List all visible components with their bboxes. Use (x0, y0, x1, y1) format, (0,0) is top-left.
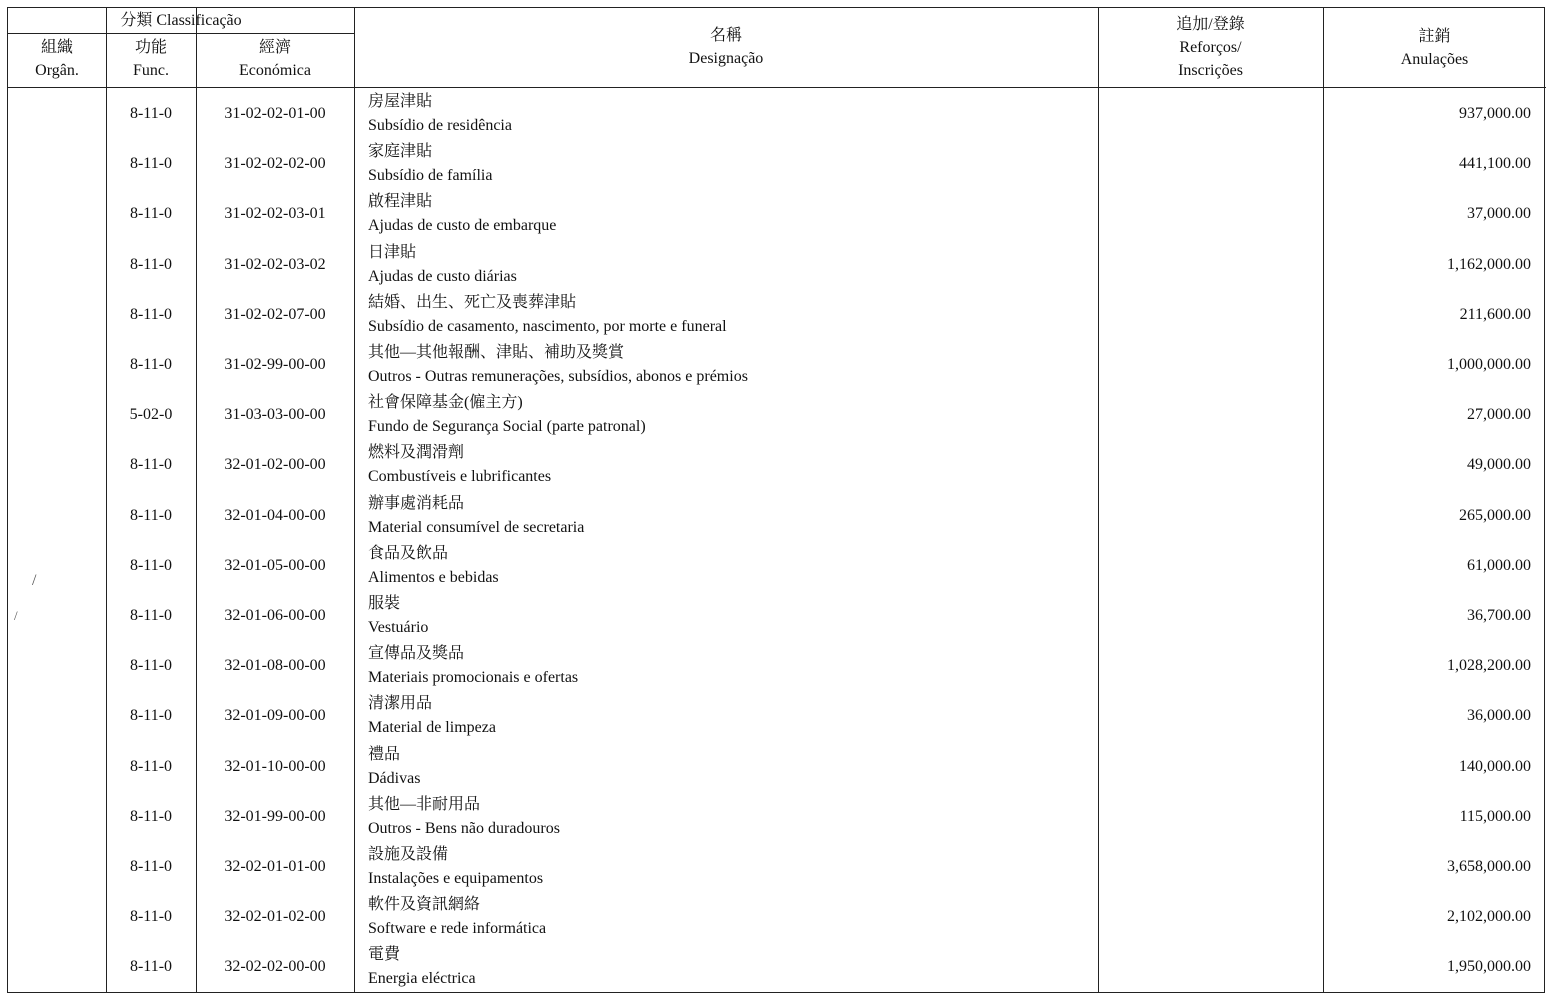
func-code: 8-11-0 (129, 155, 173, 173)
table-row (8, 743, 1546, 793)
econ-code: 31-02-02-01-00 (224, 105, 326, 122)
anulacoes-value: 115,000.00 (1459, 807, 1531, 825)
table-row (8, 391, 1546, 441)
budget-table (7, 7, 1545, 993)
table-row (8, 843, 1546, 893)
designation (368, 90, 1088, 138)
organ-header-zh: 組織 (40, 39, 73, 56)
table-row (8, 692, 1546, 742)
func-code: 8-11-0 (129, 757, 173, 775)
table-row (8, 943, 1546, 993)
designation-pt: Vestuário (368, 619, 429, 636)
designation (368, 642, 1088, 690)
reforcos-header (1098, 13, 1323, 82)
func-code: 8-11-0 (129, 456, 173, 474)
anulacoes-value: 1,000,000.00 (1447, 356, 1531, 373)
table-row (8, 542, 1546, 592)
designation-zh: 其他—非耐用品 (368, 795, 481, 813)
designation (368, 140, 1088, 188)
designation-header-pt: Designação (688, 50, 764, 67)
anulacoes-value: 36,700.00 (1467, 607, 1531, 624)
table-row (8, 291, 1546, 341)
designation-pt: Material de limpeza (368, 719, 496, 737)
pen-mark: / (14, 608, 18, 623)
anulacoes-value: 2,102,000.00 (1447, 908, 1531, 926)
func-code: 8-11-0 (129, 607, 173, 624)
designation-zh: 食品及飲品 (368, 544, 449, 562)
func-code: 8-11-0 (129, 356, 173, 373)
designation (368, 893, 1088, 941)
anulacoes-value: 140,000.00 (1459, 757, 1531, 775)
table-row (8, 140, 1546, 190)
econ-code: 32-01-99-00-00 (224, 807, 326, 825)
anulacoes-value: 27,000.00 (1467, 406, 1531, 424)
designation-pt: Alimentos e bebidas (368, 568, 499, 586)
designation (368, 542, 1088, 590)
designation (368, 341, 1088, 389)
func-code: 8-11-0 (129, 908, 173, 926)
designation-zh: 辦事處消耗品 (368, 494, 465, 512)
designation (368, 291, 1088, 339)
designation-zh: 宣傳品及獎品 (368, 645, 465, 663)
anulacoes-value: 1,950,000.00 (1447, 958, 1531, 976)
table-row (8, 592, 1546, 642)
pen-mark: / (32, 572, 37, 589)
econ-code: 32-02-01-01-00 (224, 858, 326, 875)
econ-code: 32-01-05-00-00 (224, 556, 326, 574)
designation (368, 492, 1088, 540)
econ-code: 32-01-10-00-00 (224, 757, 326, 775)
econ-code: 31-02-02-07-00 (224, 305, 326, 323)
reforcos-header-pt2: Inscrições (1178, 62, 1243, 79)
designation-zh: 房屋津貼 (368, 93, 433, 110)
anulacoes-value: 1,162,000.00 (1447, 255, 1531, 273)
designation-zh: 燃料及潤滑劑 (368, 444, 465, 462)
designation-pt: Software e rede informática (368, 920, 547, 938)
designation (368, 190, 1088, 238)
econ-code: 32-01-06-00-00 (224, 607, 326, 624)
designation-zh: 社會保障基金(僱主方) (368, 394, 523, 412)
econ-code: 32-01-02-00-00 (224, 456, 326, 474)
designation-pt: Subsídio de residência (368, 117, 512, 134)
anulacoes-value: 1,028,200.00 (1447, 657, 1531, 675)
func-code: 8-11-0 (129, 105, 173, 122)
anulacoes-value: 265,000.00 (1459, 506, 1531, 524)
table-row (8, 90, 1546, 140)
designation (368, 943, 1088, 991)
econ-code: 31-02-02-02-00 (224, 155, 326, 173)
func-code: 5-02-0 (129, 406, 173, 424)
table-row (8, 793, 1546, 843)
designation (368, 241, 1088, 289)
classification-header: 分類 Classificação (120, 12, 242, 29)
anulacoes-value: 937,000.00 (1459, 105, 1531, 122)
table-row (8, 893, 1546, 943)
func-code: 8-11-0 (129, 556, 173, 574)
designation (368, 843, 1088, 891)
designation-zh: 服裝 (368, 595, 401, 612)
designation-pt: Energia eléctrica (368, 970, 476, 988)
designation-header-zh: 名稱 (709, 27, 742, 44)
func-code: 8-11-0 (129, 807, 173, 825)
reforcos-header-zh: 追加/登錄 (1176, 16, 1245, 33)
econ-code: 32-01-09-00-00 (224, 707, 326, 725)
designation (368, 692, 1088, 740)
designation-zh: 軟件及資訊網絡 (368, 896, 481, 914)
econ-code: 31-02-02-03-01 (224, 205, 326, 223)
func-code: 8-11-0 (129, 657, 173, 675)
table-row (8, 642, 1546, 692)
func-code: 8-11-0 (129, 707, 173, 725)
organ-header (8, 36, 106, 82)
designation-pt: Dádivas (368, 769, 421, 787)
designation-pt: Outros - Outras remunerações, subsídios, abonos e prémios (368, 368, 748, 385)
designation-zh: 禮品 (368, 745, 401, 763)
anulacoes-value: 37,000.00 (1467, 205, 1531, 223)
designation-pt: Combustíveis e lubrificantes (368, 468, 552, 486)
designation-pt: Material consumível de secretaria (368, 518, 585, 536)
anulacoes-header-pt: Anulações (1400, 51, 1469, 68)
econ-code: 32-02-01-02-00 (224, 908, 326, 926)
divider (8, 33, 354, 34)
func-code: 8-11-0 (129, 205, 173, 223)
anulacoes-value: 61,000.00 (1467, 556, 1531, 574)
designation-zh: 清潔用品 (368, 695, 433, 713)
designation-pt: Outros - Bens não duradouros (368, 819, 560, 837)
designation (368, 391, 1088, 439)
designation-zh: 家庭津貼 (368, 143, 433, 161)
anulacoes-value: 3,658,000.00 (1447, 858, 1531, 875)
func-header-zh: 功能 (134, 39, 167, 56)
designation-zh: 設施及設備 (368, 846, 449, 863)
anulacoes-header-zh: 註銷 (1418, 28, 1451, 45)
func-header-pt: Func. (133, 62, 169, 79)
designation-zh: 日津貼 (368, 243, 417, 261)
table-row (8, 492, 1546, 542)
func-header (106, 36, 196, 82)
table-row (8, 341, 1546, 391)
econ-code: 31-02-99-00-00 (224, 356, 326, 373)
designation (368, 592, 1088, 640)
reforcos-header-pt1: Reforços/ (1179, 39, 1242, 56)
designation-pt: Fundo de Segurança Social (parte patronal) (368, 418, 646, 436)
designation-pt: Ajudas de custo diárias (368, 267, 517, 285)
anulacoes-value: 49,000.00 (1467, 456, 1531, 474)
econ-code: 32-01-08-00-00 (224, 657, 326, 675)
anulacoes-value: 211,600.00 (1459, 305, 1531, 323)
designation (368, 743, 1088, 791)
designation-pt: Subsídio de casamento, nascimento, por morte e funeral (368, 317, 727, 335)
divider (8, 87, 1546, 88)
econ-code: 32-02-02-00-00 (224, 958, 326, 976)
table-row (8, 441, 1546, 491)
table-row (8, 241, 1546, 291)
econ-code: 31-03-03-00-00 (224, 406, 326, 424)
anulacoes-value: 441,100.00 (1459, 155, 1531, 173)
organ-header-pt: Orgân. (35, 62, 79, 79)
table-row (8, 190, 1546, 240)
econ-header (196, 36, 354, 82)
func-code: 8-11-0 (129, 506, 173, 524)
func-code: 8-11-0 (129, 858, 173, 875)
designation-pt: Instalações e equipamentos (368, 870, 544, 887)
anulacoes-value: 36,000.00 (1467, 707, 1531, 725)
designation-pt: Subsídio de família (368, 167, 493, 185)
econ-code: 32-01-04-00-00 (224, 506, 326, 524)
designation-zh: 結婚、出生、死亡及喪葬津貼 (368, 293, 577, 311)
designation-header (354, 24, 1098, 70)
func-code: 8-11-0 (129, 958, 173, 976)
econ-code: 31-02-02-03-02 (224, 255, 326, 273)
designation-zh: 啟程津貼 (368, 193, 433, 211)
designation (368, 441, 1088, 489)
func-code: 8-11-0 (129, 305, 173, 323)
func-code: 8-11-0 (129, 255, 173, 273)
anulacoes-header (1323, 25, 1546, 71)
designation-zh: 其他—其他報酬、津貼、補助及獎賞 (368, 344, 625, 361)
econ-header-pt: Económica (239, 62, 311, 79)
designation-zh: 電費 (368, 946, 401, 964)
designation-pt: Ajudas de custo de embarque (368, 217, 557, 235)
designation-pt: Materiais promocionais e ofertas (368, 669, 579, 687)
designation (368, 793, 1088, 841)
econ-header-zh: 經濟 (258, 39, 291, 56)
